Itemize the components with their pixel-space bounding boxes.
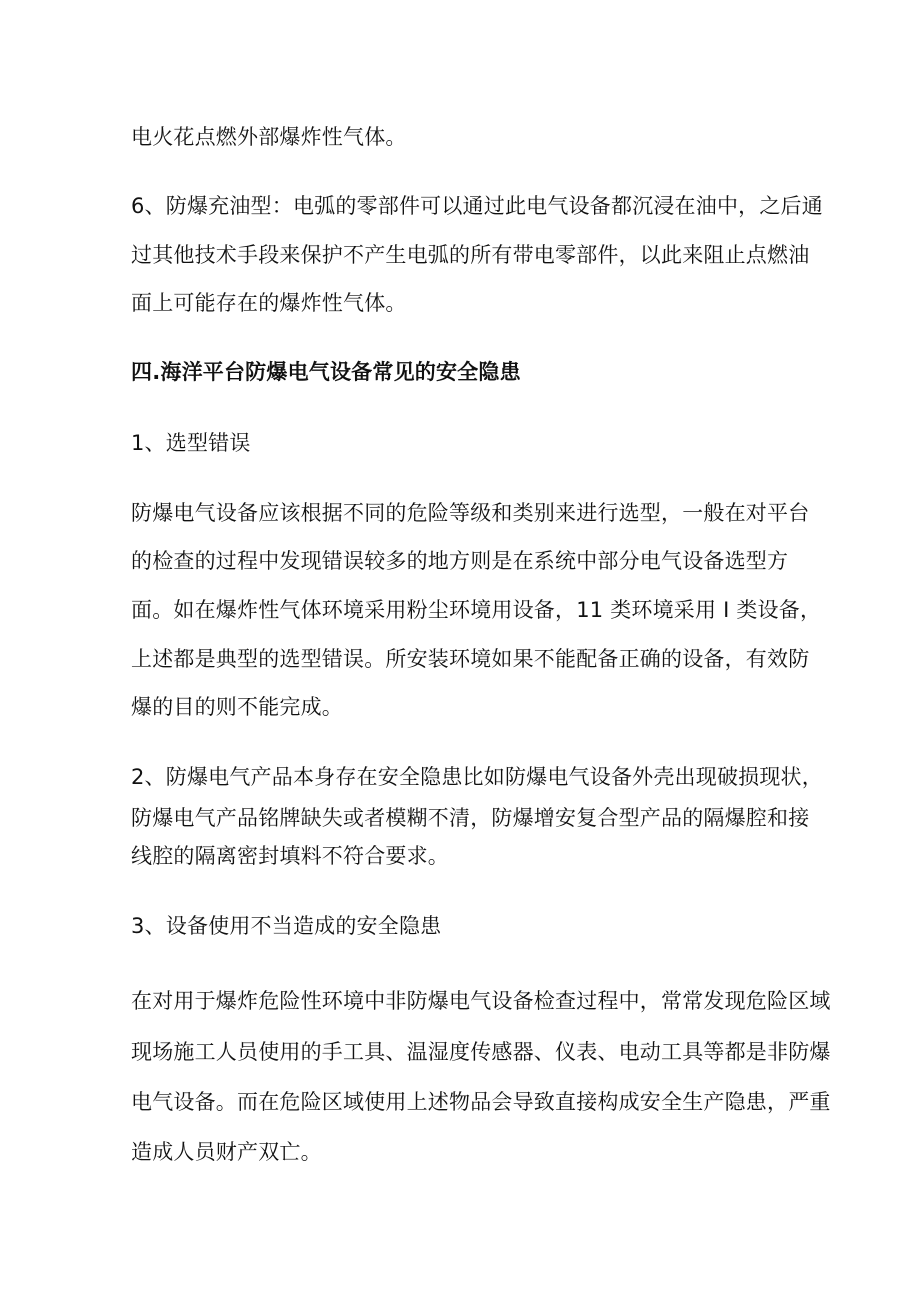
paragraph-line: 上述都是典型的选型错误。所安装环境如果不能配备正确的设备，有效防: [131, 647, 810, 671]
section-heading: 四.海洋平台防爆电气设备常见的安全隐患: [131, 360, 521, 384]
paragraph-line: 在对用于爆炸危险性环境中非防爆电气设备检查过程中，常常发现危险区域: [131, 989, 831, 1013]
section-item-6-line-1: 6、防爆充油型：电弧的零部件可以通过此电气设备都沉浸在油中，之后通: [131, 194, 823, 218]
subheading-1: 1、选型错误: [131, 431, 251, 455]
paragraph-line: 电气设备。而在危险区域使用上述物品会导致直接构成安全生产隐患，严重: [131, 1090, 831, 1114]
paragraph-line: 爆的目的则不能完成。: [131, 695, 343, 719]
subheading-2-line-2: 防爆电气产品铭牌缺失或者模糊不清，防爆增安复合型产品的隔爆腔和接: [131, 806, 810, 830]
subheading-2-line-1: 2、防爆电气产品本身存在安全隐患比如防爆电气设备外壳出现破损现状，: [131, 765, 823, 789]
subheading-2-line-3: 线腔的隔离密封填料不符合要求。: [131, 844, 449, 868]
paragraph-line: 的检查的过程中发现错误较多的地方则是在系统中部分电气设备选型方: [131, 549, 789, 573]
paragraph-line: 现场施工人员使用的手工具、温湿度传感器、仪表、电动工具等都是非防爆: [131, 1040, 831, 1064]
section-item-6-line-3: 面上可能存在的爆炸性气体。: [131, 291, 407, 315]
text-line: 电火花点燃外部爆炸性气体。: [131, 125, 407, 149]
paragraph-line: 防爆电气设备应该根据不同的危险等级和类别来进行选型，一般在对平台: [131, 501, 810, 525]
section-item-6-line-2: 过其他技术手段来保护不产生电弧的所有带电零部件，以此来阻止点燃油: [131, 243, 810, 267]
subheading-3: 3、设备使用不当造成的安全隐患: [131, 914, 442, 938]
paragraph-line: 面。如在爆炸性气体环境采用粉尘环境用设备，11 类环境采用 I 类设备，: [131, 598, 822, 622]
paragraph-line: 造成人员财产双亡。: [131, 1140, 322, 1164]
